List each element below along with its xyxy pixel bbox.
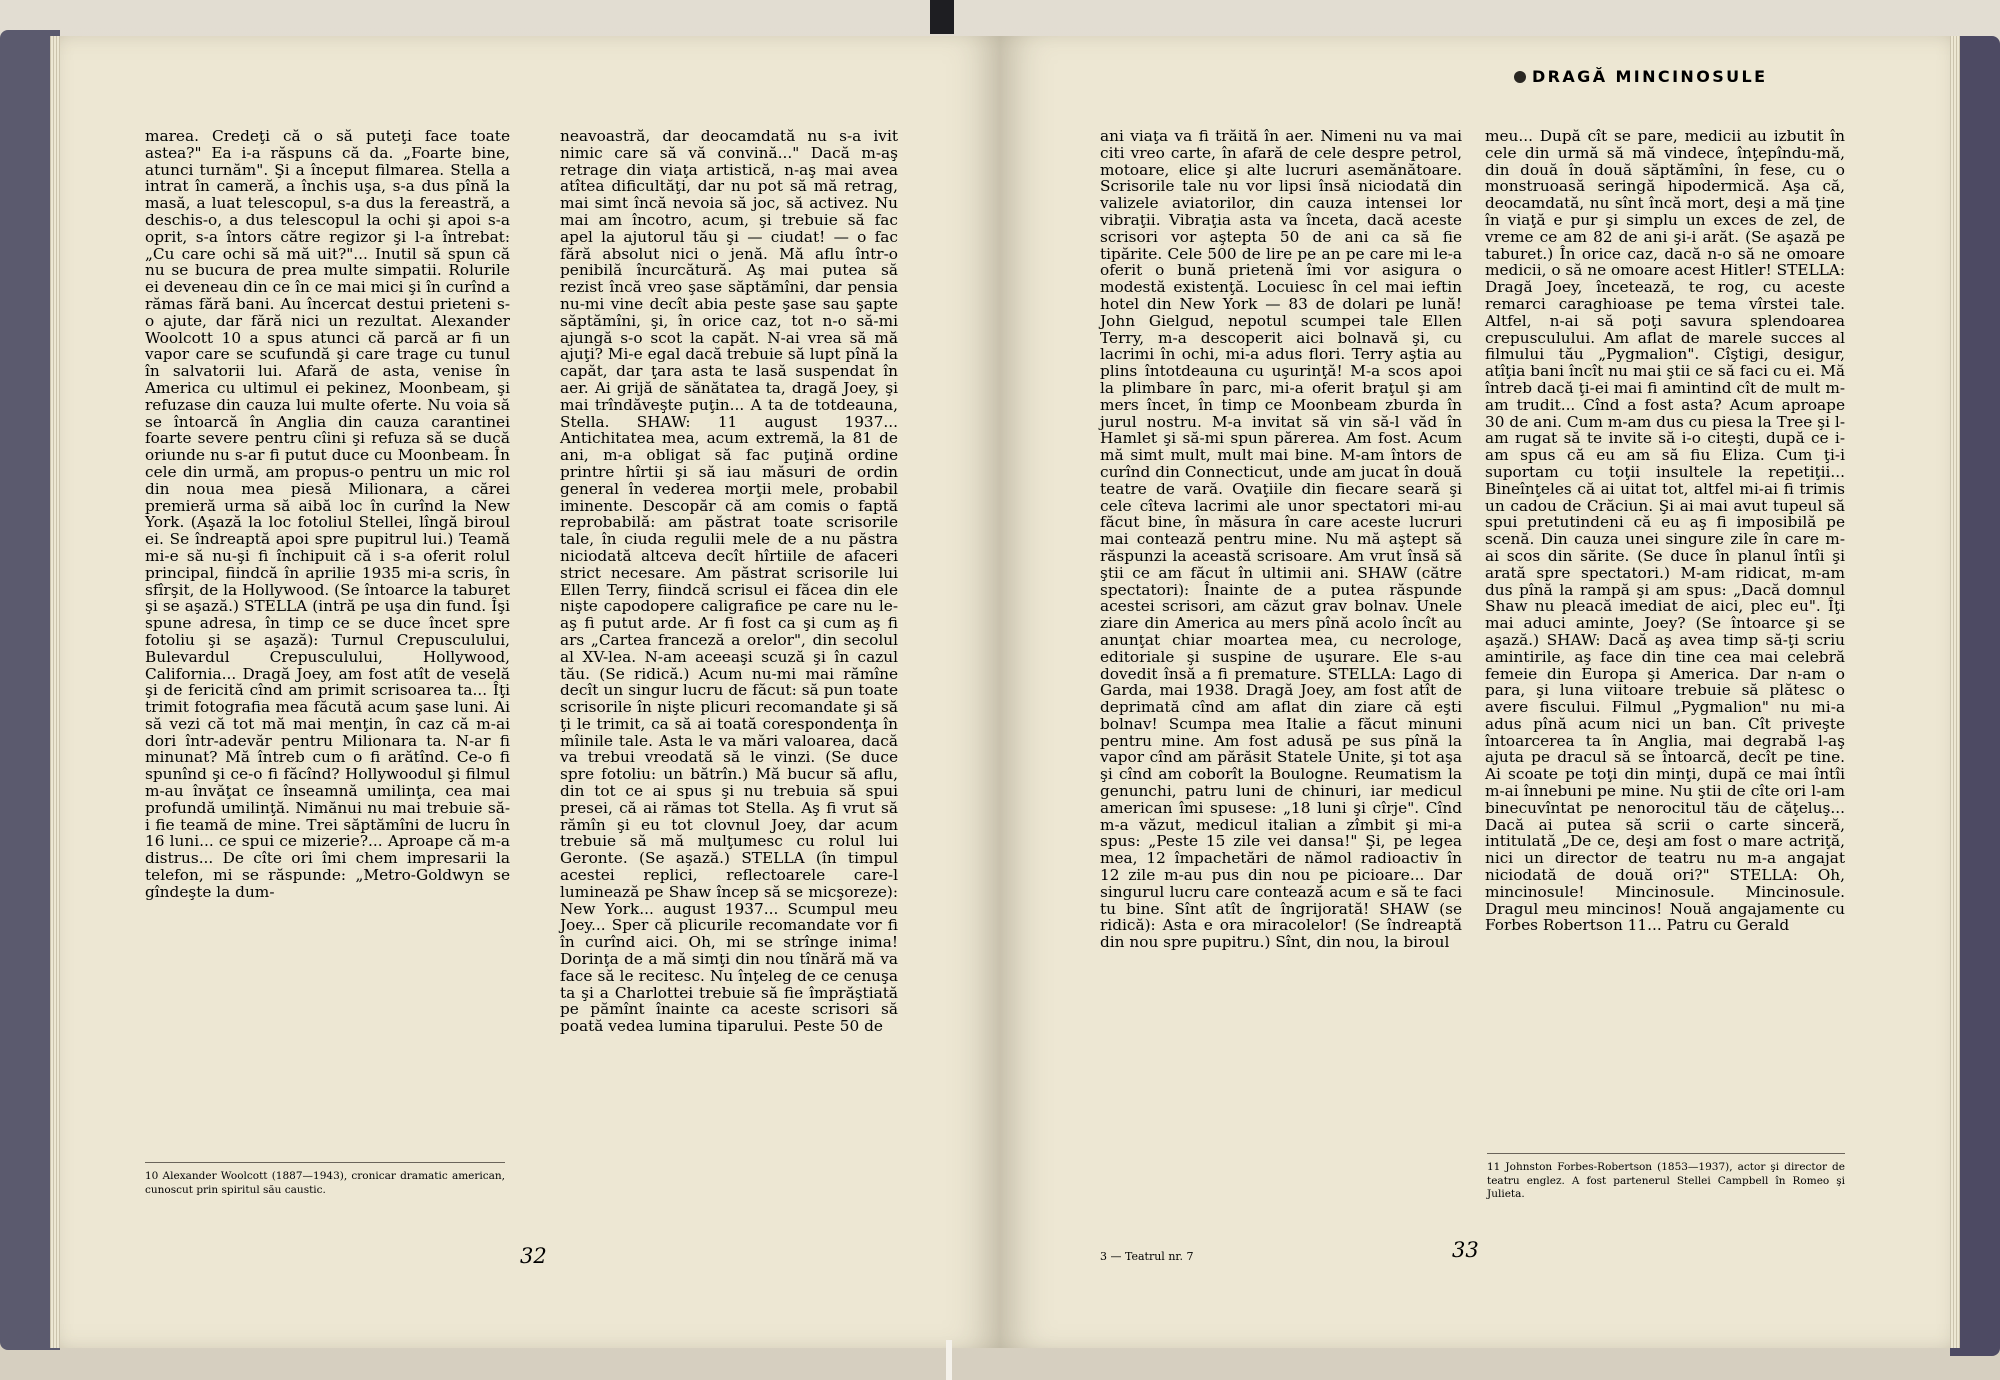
footnote-right: 11 Johnston Forbes-Robertson (1853—1937), actor şi director de teatru englez. A fost partenerul Stellei Campbell în Romeo şi Julieta. xyxy=(1487,1161,1845,1200)
footnote-rule-right xyxy=(1487,1153,1845,1154)
left-page-edges xyxy=(50,36,60,1348)
footnote-rule-left xyxy=(145,1162,505,1163)
left-page-column-1: marea. Credeţi că o să puteţi face toate astea?" Ea i-a răspuns că da. „Foarte bine, atunci turnăm". Şi a început filmarea. Stella a intrat în cameră, a închis uşa, s-a dus pînă la masă, a luat telescopul, s-a dus la fereastră, a deschis-o, a dus telescopul la ochi şi apoi s-a oprit, s-a întors către regizor şi l-a întrebat: „Cu care ochi să mă uit?"... Inutil să spun că nu se bucura de prea multe simpatii. Rolurile ei deveneau din ce în ce mai mici şi în curînd a rămas fără bani. Au încercat destui prieteni s-o ajute, dar fără nici un rezultat. Alexander Woolcott 10 a spus atunci că parcă ar fi un vapor care se scufundă şi care trage cu tunul în salvatorii lui. Afară de asta, venise în America cu ultimul ei pekinez, Moonbeam, şi refuzase din cauza lui multe oferte. Nu voia să se întoarcă în Anglia din cauza carantinei foarte severe pentru cîini şi refuza să se ducă oriunde nu s-ar fi putut duce cu Moonbeam. În cele din urmă, am propus-o pentru un mic rol din noua mea piesă Milionara, a cărei premieră urma să aibă loc în curînd la New York. (Aşază la loc fotoliul Stellei, lîngă biroul ei. Se îndreaptă apoi spre pupitrul lui.) Teamă mi-e să nu-şi fi închipuit că i s-a oferit rolul principal, fiindcă în aprilie 1935 mi-a scris, în sfîrşit, de la Hollywood. (Se întoarce la taburet şi se aşază.) STELLA (intră pe uşa din fund. Îşi spune adresa, în timp ce se duce încet spre fotoliu şi se aşază): Turnul Crepusculului, Bulevardul Crepusculului, Hollywood, California... Dragă Joey, am fost atît de veselă şi de fericită cînd am primit scrisoarea ta... Îţi trimit fotografia mea făcută acum şase luni. Ai să vezi că tot mă mai menţin, în caz că m-ai dori într-adevăr pentru Milionara ta. N-ar fi minunat? Mă întreb cum o fi arătînd. Ce-o fi spunînd şi ce-o fi făcînd? Hollywoodul şi filmul m-au învăţat ce înseamnă umilinţa, cea mai profundă umilinţă. Nimănui nu mai trebuie să-i fie teamă de mine. Trei săptămîni de lucru în 16 luni... ce spui ce mizerie?... Aproape că m-a distrus... De cîte ori îmi chem impresarii la telefon, mi se răspunde: „Metro-Goldwyn se gîndeşte la dum- xyxy=(145,127,510,901)
right-page-column-2: meu... După cît se pare, medicii au izbutit în cele din urmă să mă vindece, înţepîndu-mă, din două în două săptămîni, în fese, cu o monstruoasă seringă hipodermică. Aşa că, deocamdată, nu sînt încă mort, deşi a mă ţine în viaţă e pur şi simplu un exces de zel, de vreme ce am 82 de ani şi-i arăt. (Se aşază pe taburet.) În orice caz, dacă n-o să ne omoare medicii, o să ne omoare acest Hitler! STELLA: Dragă Joey, încetează, te rog, cu aceste remarci caraghioase pe tema vîrstei tale. Altfel, n-ai să poţi savura splendoarea crepusculului. Am aflat de marele succes al filmului tău „Pygmalion". Cîştigi, desigur, atîţia bani încît nu mai ştii ce să faci cu ei. Mă întreb dacă ţi-ei mai fi amintind cît de mult m-am trudit... Cînd a fost asta? Acum aproape 30 de ani. Cum m-am dus cu piesa la Tree şi l-am rugat să te invite să i-o citeşti, după ce i-am spus că eu am să fiu Eliza. Cum ţi-i suportam cu toţii insultele la repetiţii... Bineînţeles că ai uitat tot, altfel mi-ai fi trimis un cadou de Crăciun. Şi ai mai avut tupeul să spui pretutindeni că eu aş fi imposibilă pe scenă. Din cauza unei singure zile în care m-ai scos din sărite. (Se duce în planul întîi şi arată spre spectatori.) M-am ridicat, m-am dus pînă la rampă şi am spus: „Dacă domnul Shaw nu pleacă imediat de aici, plec eu". Îţi mai aduci aminte, Joey? (Se întoarce şi se aşază.) SHAW: Dacă aş avea timp să-ţi scriu amintirile, aş face din tine cea mai celebră femeie din Europa şi America. Dar n-am o para, şi luna viitoare trebuie să plătesc o avere fiscului. Filmul „Pygmalion" nu mi-a adus pînă acum nici un ban. Cît priveşte întoarcerea ta în Anglia, mai degrabă l-aş ajuta pe dracul să se întoarcă, decît pe tine. Ai scoate pe toţi din minţi, după ce mai întîi m-ai înnebuni pe mine. Nu ştii de cîte ori l-am binecuvîntat pe nenorocitul tău de căţeluş... Dacă ai putea să scrii o carte sinceră, intitulată „De ce, deşi am fost o mare actriţă, nici un director de teatru nu m-a angajat niciodată de două ori?" STELLA: Oh, mincinosule! Mincinosule. Mincinosule. Dragul meu mincinos! Nouă angajamente cu Forbes Robertson 11... Patru cu Gerald xyxy=(1485,127,1845,935)
bullet-icon xyxy=(1514,71,1526,83)
right-page-edges xyxy=(1950,36,1960,1348)
running-head: DRAGĂ MINCINOSULE xyxy=(1514,67,1767,86)
right-page-column-1: ani viaţa va fi trăită în aer. Nimeni nu va mai citi vreo carte, în afară de cele despre petrol, motoare, elice şi alte lucruri asemănătoare. Scrisorile tale nu vor lipsi însă niciodată din valizele aviatorilor, din cauza intensei lor vibraţii. Vibraţia asta va înceta, dacă aceste scrisori vor aştepta 50 de ani ca să fie tipărite. Cele 500 de lire pe an pe care mi le-a oferit o bună prietenă îmi vor asigura o modestă existenţă. Locuiesc în cel mai ieftin hotel din New York — 83 de dolari pe lună! John Gielgud, nepotul scumpei tale Ellen Terry, m-a descoperit aici bolnavă şi, cu lacrimi în ochi, mi-a adus flori. Terry aştia au plins întotdeauna cu uşurinţă! M-a scos apoi la plimbare în parc, mi-a oferit braţul şi am mers încet, în timp ce Moonbeam zburda în jurul nostru. M-a invitat să vin să-l văd în Hamlet şi să-mi spun părerea. Am fost. Acum mă simt mult, mult mai bine. M-am întors de curînd din Connecticut, unde am jucat în două teatre de vară. Ovaţiile din fiecare seară şi cele cîteva lacrimi ale unor spectatori mi-au făcut bine, în măsura în care aceste lucruri mai contează pentru mine. Nu mă aştept să răspunzi la această scrisoare. Am vrut însă să ştii ce am făcut în ultimii ani. SHAW (către spectatori): Înainte de a putea răspunde acestei scrisori, am căzut grav bolnav. Unele ziare din America au mers pînă acolo încît au anunţat chiar moartea mea, cu necrologe, editoriale şi suspine de uşurare. Ele s-au dovedit însă a fi premature. STELLA: Lago di Garda, mai 1938. Dragă Joey, am fost atît de deprimată cînd am aflat din ziare că eşti bolnav! Scumpa mea Italie a făcut minuni pentru mine. Am fost adusă pe sus pînă la vapor cînd am părăsit Statele Unite, şi tot aşa şi cînd am coborît la Boulogne. Reumatism la genunchi, patru luni de chinuri, iar medicul american îmi spusese: „18 luni şi cîrje". Cînd m-a văzut, medicul italian a zîmbit şi mi-a spus: „Peste 15 zile vei dansa!" Şi, pe legea mea, 12 împachetări de nămol radioactiv în 12 zile m-au pus din nou pe picioare... Dar singurul lucru care contează acum e să te faci tu bine. Sînt atît de îngrijorată! SHAW (se ridică): Asta e ora miracolelor! (Se îndreaptă din nou spre pupitru.) Sînt, din nou, la biroul xyxy=(1100,127,1462,952)
binding-tape xyxy=(946,1340,952,1380)
footnote-left: 10 Alexander Woolcott (1887—1943), cronicar dramatic american, cunoscut prin spiritul său caustic. xyxy=(145,1170,505,1196)
left-page-column-2: neavoastră, dar deocamdată nu s-a ivit nimic care să vă convină..." Dacă m-aş retrage din viaţa artistică, n-aş mai avea atîtea dificultăţi, dar nu pot să mă retrag, mai simt încă nevoia să joc, să activez. Nu mai am încotro, acum, şi trebuie să fac apel la ajutorul tău şi — ciudat! — o fac fără absolut nici o jenă. Mă aflu într-o penibilă încurcătură. Aş mai putea să rezist încă vreo şase săptămîni, dar pensia nu-mi vine decît abia peste şase sau şapte săptămîni, şi, în orice caz, tot n-o să-mi ajungă s-o scot la capăt. N-ai vrea să mă ajuţi? Mi-e egal dacă trebuie să lupt pînă la capăt, dar ţara asta te lasă suspendat în aer. Ai grijă de sănătatea ta, dragă Joey, şi mai trîndăveşte puţin... A ta de totdeauna, Stella. SHAW: 11 august 1937... Antichitatea mea, acum extremă, la 81 de ani, m-a obligat să fac puţină ordine printre hîrtii şi să iau măsuri de ordin general în vederea morţii mele, probabil iminente. Descopăr că am comis o faptă reprobabilă: am păstrat toate scrisorile tale, în ciuda regulii mele de a nu păstra niciodată altceva decît hîrtiile de afaceri strict necesare. Am păstrat scrisorile lui Ellen Terry, fiindcă scrisul ei făcea din ele nişte capodopere caligrafice pe care nu le-aş fi putut arde. Ar fi fost ca şi cum aş fi ars „Cartea franceză a orelor", din secolul al XV-lea. N-am aceeaşi scuză şi în cazul tău. (Se ridică.) Acum nu-mi mai rămîne decît un singur lucru de făcut: să pun toate scrisorile în nişte plicuri recomandate şi să ţi le trimit, ca să ai toată corespondenţa în mîinile tale. Asta le va mări valoarea, dacă va trebui vreodată să le vinzi. (Se duce spre fotoliu: un bătrîn.) Mă bucur să aflu, din tot ce ai spus şi nu trebuia să spui presei, că ai rămas tot Stella. Aş fi vrut să rămîn şi eu tot clovnul Joey, dar acum trebuie să mă mulţumesc cu rolul lui Geronte. (Se aşază.) STELLA (în timpul acestei replici, reflectoarele care-l luminează pe Shaw încep să se micşoreze): New York... august 1937... Scumpul meu Joey... Sper că plicurile recomandate vor fi în curînd aici. Oh, mi se strînge inima! Dorinţa de a mă simţi din nou tînără mă va face să le recitesc. Nu înţeleg de ce cenuşa ta şi a Charlottei trebuie să fie împrăştiată pe pămînt înainte ca aceste scrisori să poată vedea lumina tiparului. Peste 50 de xyxy=(560,127,898,1036)
page-number-left: 32 xyxy=(520,1244,547,1268)
bookmark-ribbon xyxy=(930,0,954,34)
imprint-signature: 3 — Teatrul nr. 7 xyxy=(1100,1250,1194,1263)
page-number-right: 33 xyxy=(1452,1238,1479,1262)
